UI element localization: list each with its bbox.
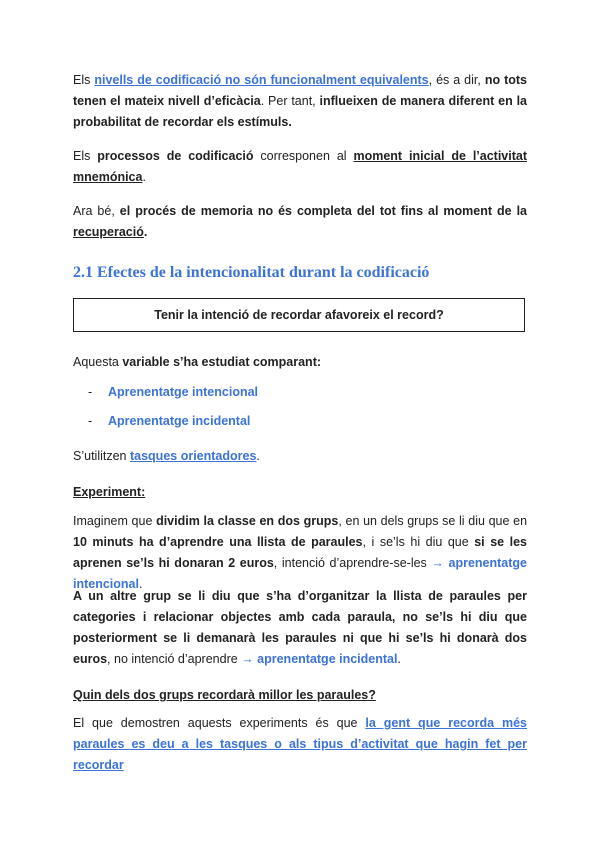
bold-text: el procés de memoria no és completa del tot fins al moment de la [119, 204, 527, 218]
question-box: Tenir la intenció de recordar afavoreix el record? [73, 298, 525, 332]
paragraph-variable [73, 352, 527, 373]
bullet-item-intentional: Aprenentatge intencional [108, 385, 259, 399]
text: Imaginem que [73, 514, 157, 528]
text: , i se’ls hi diu que [362, 535, 475, 549]
underlined-text: recuperació [73, 225, 144, 239]
section-heading: 2.1 Efectes de la intencionalitat durant la codificació [73, 264, 430, 281]
text: , intenció d’aprendre-se-les [273, 556, 432, 570]
bullet-item-incidental: Aprenentatge incidental [108, 414, 251, 428]
text: . [143, 225, 148, 239]
bold-text: dividim la classe en dos grups [156, 514, 339, 528]
text: S’utilitzen [73, 449, 130, 463]
bold-text: si se les aprenen se’ls hi donaran 2 euros [73, 535, 528, 570]
bullet-dash: - [88, 385, 93, 399]
link-coding-levels[interactable]: nivells de codificació no són funcionalment equivalents [94, 73, 429, 87]
bold-text: influeixen de manera diferent en la probabilitat de recordar els estímuls. [73, 94, 527, 129]
link-orienting-tasks[interactable]: tasques orientadores [129, 449, 257, 463]
bullet-dash: - [88, 414, 93, 428]
link-conclusion[interactable]: la gent que recorda més paraules es deu a les tasques o als tipus d’activitat que hagin fet per recordar [73, 716, 527, 772]
text: Aquesta [73, 355, 123, 369]
text: , és a dir, [428, 73, 485, 87]
text: Els [73, 149, 98, 163]
paragraph-conclusion [73, 713, 527, 776]
text: . Per tant, [260, 94, 320, 108]
underlined-text: moment inicial de l’activitat mnemónica [73, 149, 528, 184]
text: Els [73, 73, 95, 87]
text: corresponen al [253, 149, 354, 163]
arrow-icon: → [241, 652, 258, 666]
text: . [397, 652, 401, 666]
paragraph-coding-processes [73, 146, 527, 188]
paragraph-coding-levels [73, 70, 527, 133]
paragraph-experiment-group2 [73, 586, 527, 670]
paragraph-experiment-group1 [73, 511, 527, 595]
text: . [142, 170, 146, 184]
bold-text: no tots tenen el mateix nivell d’eficàcia [73, 73, 527, 108]
paragraph-memory-process [73, 201, 527, 243]
text: , en un dels grups se li diu que en [338, 514, 528, 528]
bold-text: A un altre grup se li diu que s’ha d’organitzar la llista de paraules per categories i relacionar objectes amb cada paraula, no se’ls hi diu que posteriorment se li demanarà les paraules ni que hi se’ls hi donarà dos euros [73, 589, 527, 666]
arrow-icon: → [431, 556, 449, 570]
bold-text: 10 minuts ha d’aprendre una llista de paraules [73, 535, 363, 549]
text: . [138, 577, 143, 591]
question-heading: Quin dels dos grups recordarà millor les paraules? [73, 688, 376, 702]
paragraph-tasks [73, 446, 527, 467]
experiment-label: Experiment: [73, 485, 146, 499]
text: , no intenció d’aprendre [107, 652, 242, 666]
text: El que demostren aquests experiments és que [73, 716, 366, 730]
bold-text: variable s’ha estudiat comparant: [122, 355, 322, 369]
text: Ara bé, [73, 204, 120, 218]
highlight-text: aprenentatge incidental [257, 652, 398, 666]
highlight-text: aprenentatge intencional [73, 556, 527, 591]
text: . [256, 449, 260, 463]
bold-text: processos de codificació [97, 149, 254, 163]
